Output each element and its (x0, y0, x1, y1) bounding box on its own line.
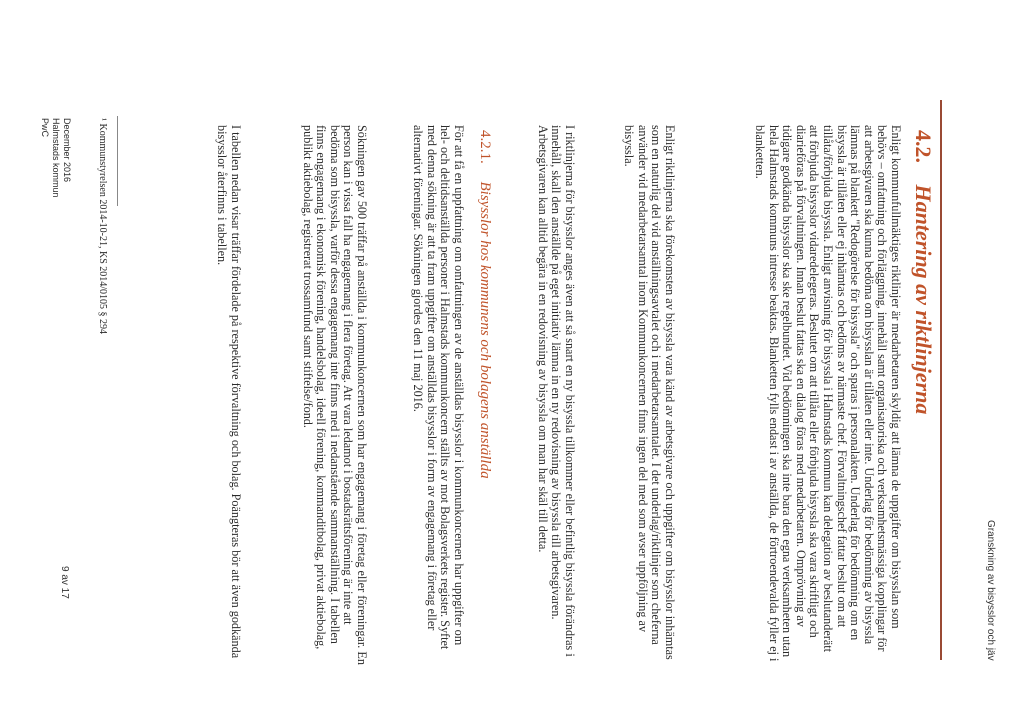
section-heading (910, 130, 936, 414)
body-paragraph: I riktlinjerna för bisysslor anges även att så snart en ny bisyssla tillkommer eller befintlig bisyssla förändras i innehåll, skall den anställde på eget initiativ lämna in en ny redovisning av bisyssla till arbetsgivaren. Arbetsgivaren kan alltid begära in en redovisning av bisyssla om man har skäl till detta. (535, 125, 577, 657)
body-paragraph: Enligt kommunfullmäktiges riktlinjer är medarbetaren skyldig att lämna de uppgifter om bisysslan som behövs – omfattning och förläggning, innehåll samt organisatoriska och verksamhetsmässiga kopplingar för att arbetsgivaren ska kunna bedöma om bisysslan är tillåten eller inte. Underlag för bedömning av bisyssla lämnas på blankett "Redogörelse för bisyssla" och sparas i personalakten. Underlag för bedömning om en bisyssla är tillåten eller ej inhämtas och bedöms av närmaste chef. Förvaltningschef fattar beslut om att tillåta/förbjuda bisyssla. Enligt anvisning för bisyssla i Halmstads kommun kan delegation av beslutanderätt att förbjuda bisysslor vidaredelegeras. Beslutet om att tillåta eller förbjuda bisyssla ska vara skriftligt och diarieföras på förvaltningen. Innan beslut fattas ska en dialog föras med medarbetaren. Omprövning av tidigare godkända bisysslor ska ske regelbundet. Vid bedömningen ska inte bara den egna verksamheten utan hela Halmstads kommuns intresse beaktas. Blanketten fylls endast i av anställda, de förtroendevalda fyller ej i blanketten. (753, 125, 903, 662)
subsection-number: 4.2.1. (477, 130, 493, 164)
body-paragraph: För att få en uppfattning om omfattningen av de anställdas bisysslor i kommunkoncernen har uppgifter om hel- och deltidsanställda personer i Halmstads kommunkoncern ställts av mot Bolagsverkets register. Syftet med denna sökning är att ta fram uppgifter om anställdas bisysslor i form av engagemang i företag eller alternativt föreningar. Sökningen gjordes den 11 maj 2016. (411, 125, 466, 650)
footer-meta (39, 118, 72, 278)
subsection-title: Bisysslor hos kommunens och bolagens anställda (477, 181, 493, 479)
footnote-separator (117, 116, 118, 206)
footer-author: PwC (40, 118, 50, 138)
footer-date: December 2016 (62, 118, 72, 183)
running-header: Granskning av bisysslor och jäv (985, 520, 996, 661)
body-paragraph: I tabellen nedan visar träffar fördelade på respektive förvaltning och bolag. Poängteras bör att även godkända bisysslor återfinns i tabellen. (215, 125, 243, 659)
page-number: 9 av 17 (59, 566, 70, 599)
section-accent-rule (940, 100, 942, 660)
body-paragraph: Sökningen gav 500 träffar på anställda i kommunkoncernen som har engagemang i företag eller föreningar. En person kan i vissa fall ha engagemang i flera företag. Att vara ledamot i bostadsrättsförening är inte att bedöma som bisyssla, varför dessa engagemang inte finns med i nedanstående sammanställning. I tabellen finns engagemang i ekonomisk förening, handelsbolag, ideell förening, kommanditbolag, privat aktiebolag, publikt aktiebolag, registrerat trossamfund samt stiftelse/fond. (300, 125, 369, 665)
section-number: 4.2. (911, 130, 936, 163)
subsection-heading (476, 130, 493, 479)
footnote: ¹ Kommunstyrelsen 2014-10-21, KS 2014/0105 § 294 (97, 118, 108, 335)
footer-organization: Halmstads kommun (51, 118, 61, 198)
section-title: Hantering av riktlinjerna (911, 184, 936, 415)
body-paragraph: Enligt riktlinjerna ska förekomsten av bisyssla vara känd av arbetsgivare och uppgifter om bisysslor inhämtas som en naturlig del vid anställningsavtalet och i medarbetarsamtalet. I det underlag/riktlinjer som cheferna använder vid medarbetarsamtal inom Kommunkoncernen finns ingen del med som avser uppföljning av bisyssla. (622, 125, 677, 660)
